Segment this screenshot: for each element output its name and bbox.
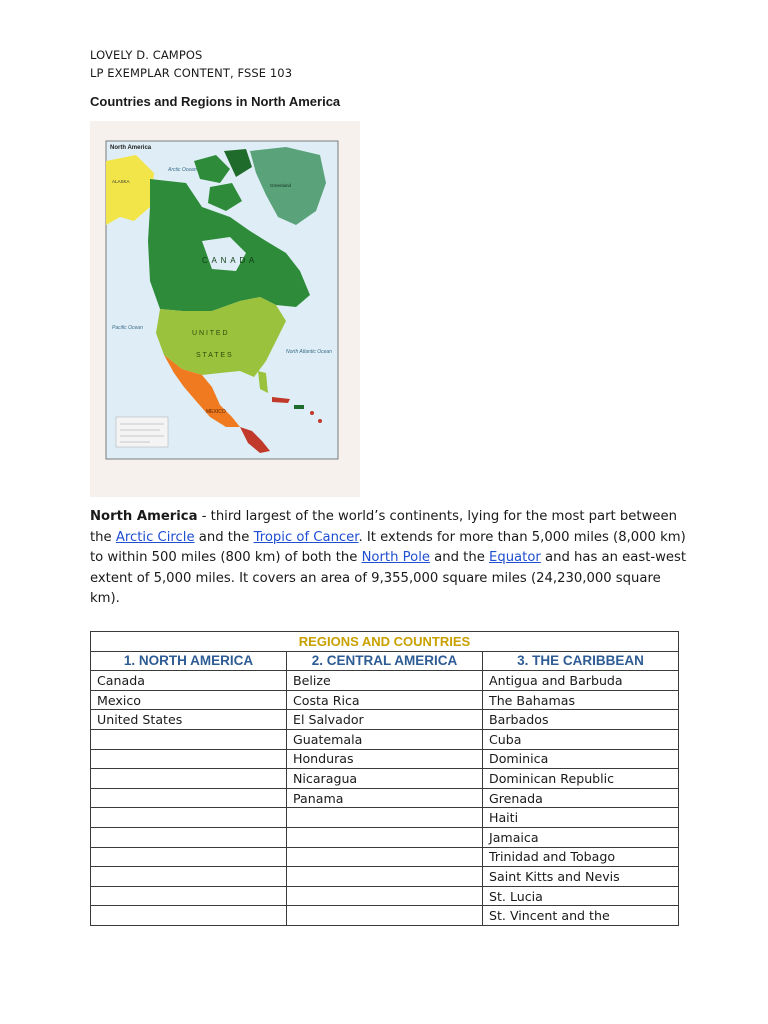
map-label-mexico: MEXICO xyxy=(206,409,226,415)
cell-central-america xyxy=(287,886,483,906)
cell-north-america xyxy=(91,769,287,789)
tropic-of-cancer-link[interactable]: Tropic of Cancer xyxy=(253,529,359,545)
header-central-america: 2. CENTRAL AMERICA xyxy=(287,651,483,671)
table-caption-row xyxy=(91,632,679,652)
map-label-pacific: Pacific Ocean xyxy=(112,325,143,331)
cell-central-america: Panama xyxy=(287,788,483,808)
cell-north-america xyxy=(91,827,287,847)
map-legend xyxy=(116,417,168,447)
table-row xyxy=(91,808,679,828)
table-row xyxy=(91,749,679,769)
intro-text-3: . It extends for more than 5,000 miles (8,000 km) to within 500 miles (800 km) of both the xyxy=(90,529,686,566)
cell-caribbean: Saint Kitts and Nevis xyxy=(483,867,679,887)
north-pole-link[interactable]: North Pole xyxy=(361,550,430,566)
cell-north-america: Canada xyxy=(91,671,287,691)
page-title: Countries and Regions in North America xyxy=(90,94,341,109)
table-row xyxy=(91,769,679,789)
cell-central-america: Guatemala xyxy=(287,729,483,749)
table-header-row xyxy=(91,651,679,671)
cell-caribbean: Barbados xyxy=(483,710,679,730)
table-row xyxy=(91,847,679,867)
map-label-alaska: ALASKA xyxy=(112,179,130,184)
table-row xyxy=(91,867,679,887)
cell-caribbean: Cuba xyxy=(483,729,679,749)
cell-north-america xyxy=(91,788,287,808)
table-row xyxy=(91,886,679,906)
map-heading: North America xyxy=(110,145,152,151)
cell-central-america xyxy=(287,906,483,926)
arctic-circle-link[interactable]: Arctic Circle xyxy=(115,529,195,545)
map-label-canada: C A N A D A xyxy=(202,256,256,265)
cell-central-america: Costa Rica xyxy=(287,690,483,710)
cell-caribbean: St. Vincent and the xyxy=(483,906,679,926)
cell-north-america xyxy=(91,808,287,828)
map-label-arctic: Arctic Ocean xyxy=(168,167,197,173)
equator-link[interactable]: Equator xyxy=(489,550,541,566)
cell-caribbean: Trinidad and Tobago xyxy=(483,847,679,867)
cell-caribbean: Dominica xyxy=(483,749,679,769)
course-label: LP EXEMPLAR CONTENT, FSSE 103 xyxy=(90,66,293,80)
intro-text-1: - third largest of the world’s continents, lying for the most part between the xyxy=(90,509,677,545)
cell-north-america: United States xyxy=(91,710,287,730)
map-label-united: U N I T E D xyxy=(192,330,228,337)
cell-caribbean: Haiti xyxy=(483,808,679,828)
map-label-atlantic: North Atlantic Ocean xyxy=(286,349,332,355)
map-label-greenland: Greenland xyxy=(270,183,292,188)
cell-caribbean: The Bahamas xyxy=(483,690,679,710)
intro-text-2: and the xyxy=(194,529,254,545)
cell-central-america xyxy=(287,808,483,828)
cell-north-america xyxy=(91,847,287,867)
table-caption: REGIONS AND COUNTRIES xyxy=(91,632,679,652)
cell-central-america xyxy=(287,827,483,847)
north-america-map xyxy=(90,121,360,497)
cell-north-america: Mexico xyxy=(91,690,287,710)
cell-north-america xyxy=(91,886,287,906)
cell-central-america: Belize xyxy=(287,671,483,691)
table-row xyxy=(91,671,679,691)
cell-caribbean: Jamaica xyxy=(483,827,679,847)
author-name: LOVELY D. CAMPOS xyxy=(90,48,203,62)
map-image xyxy=(90,121,360,497)
header-north-america: 1. NORTH AMERICA xyxy=(91,651,287,671)
cell-north-america xyxy=(91,906,287,926)
cell-north-america xyxy=(91,867,287,887)
cell-central-america xyxy=(287,867,483,887)
table-row xyxy=(91,906,679,926)
cell-caribbean: Antigua and Barbuda xyxy=(483,671,679,691)
cell-caribbean: St. Lucia xyxy=(483,886,679,906)
regions-table xyxy=(90,631,679,926)
cell-central-america xyxy=(287,847,483,867)
map-label-states: S T A T E S xyxy=(196,352,232,359)
cell-caribbean: Grenada xyxy=(483,788,679,808)
cell-central-america: Honduras xyxy=(287,749,483,769)
cell-caribbean: Dominican Republic xyxy=(483,769,679,789)
header-caribbean: 3. THE CARIBBEAN xyxy=(483,651,679,671)
table-row xyxy=(91,827,679,847)
intro-text-5: and has an east-west extent of 5,000 miles. It covers an area of 9,355,000 square miles (24,230,000 square km). xyxy=(90,550,687,607)
table-row xyxy=(91,729,679,749)
cell-central-america: Nicaragua xyxy=(287,769,483,789)
table-row xyxy=(91,710,679,730)
cell-north-america xyxy=(91,749,287,769)
cell-north-america xyxy=(91,729,287,749)
intro-text-4: and the xyxy=(429,550,489,566)
intro-term: North America xyxy=(90,509,198,524)
table-row xyxy=(91,690,679,710)
cell-central-america: El Salvador xyxy=(287,710,483,730)
table-row xyxy=(91,788,679,808)
intro-paragraph xyxy=(90,507,690,610)
